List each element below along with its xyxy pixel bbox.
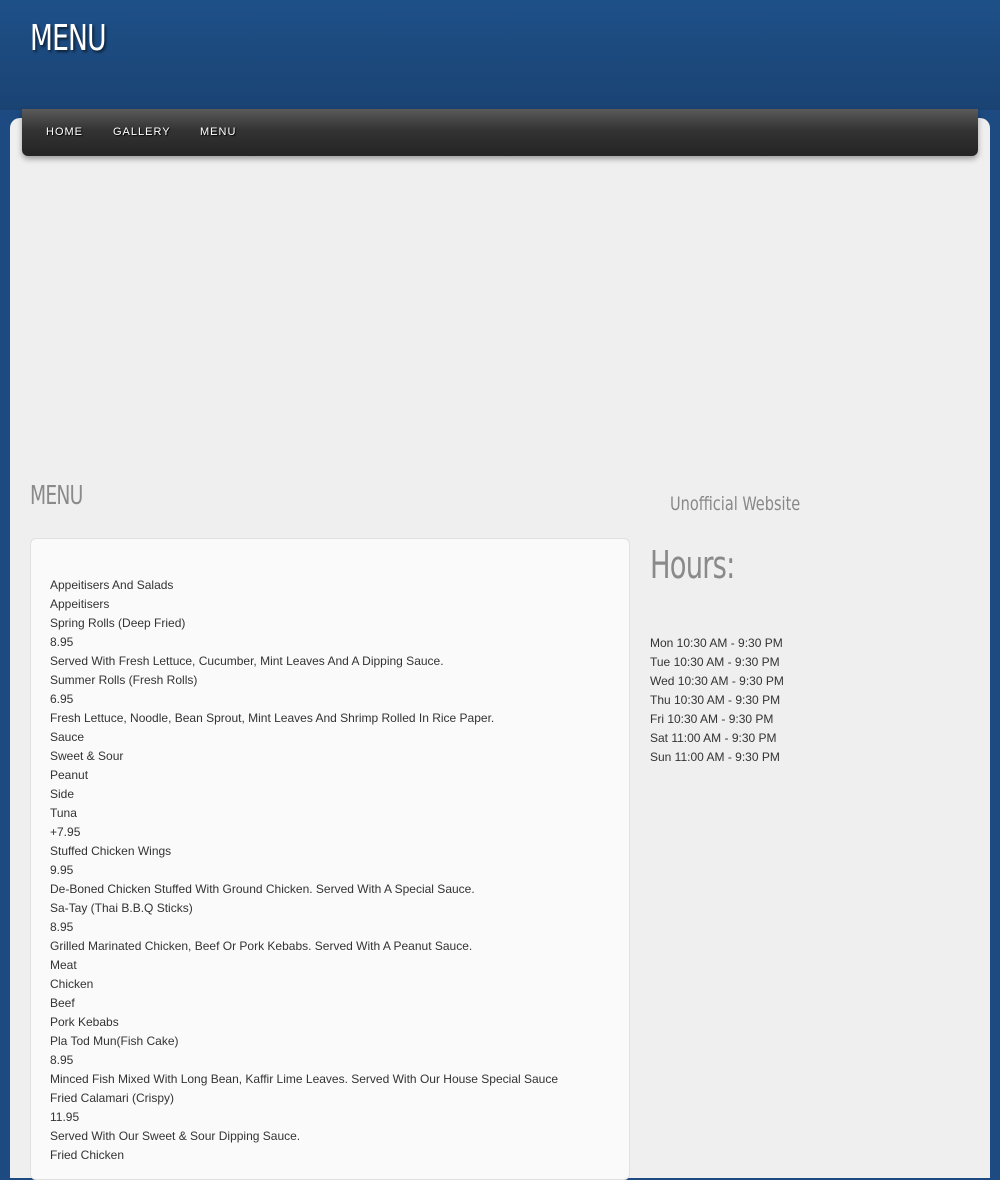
header-banner <box>0 0 1000 110</box>
content-title: MENU <box>30 481 83 511</box>
menu-line: Tuna <box>50 806 77 820</box>
menu-line: Minced Fish Mixed With Long Bean, Kaffir Lime Leaves. Served With Our House Special Sauce <box>50 1072 559 1086</box>
hours-line: Fri 10:30 AM - 9:30 PM <box>650 712 774 726</box>
menu-line: Chicken <box>50 977 94 991</box>
hours-line: Thu 10:30 AM - 9:30 PM <box>650 693 781 707</box>
menu-line: 11.95 <box>50 1110 80 1124</box>
menu-line: Peanut <box>50 768 89 782</box>
nav-gallery[interactable]: GALLERY <box>113 126 171 138</box>
hours-line: Tue 10:30 AM - 9:30 PM <box>650 655 780 669</box>
menu-line: Side <box>50 787 75 801</box>
menu-line: Grilled Marinated Chicken, Beef Or Pork Kebabs. Served With A Peanut Sauce. <box>50 939 473 953</box>
menu-list <box>50 576 558 1165</box>
menu-line: Beef <box>50 996 75 1010</box>
menu-line: Spring Rolls (Deep Fried) <box>50 616 186 630</box>
nav-menu[interactable]: MENU <box>200 126 237 138</box>
menu-line: Sa-Tay (Thai B.B.Q Sticks) <box>50 901 193 915</box>
menu-line: Meat <box>50 958 77 972</box>
hours-list <box>650 634 784 767</box>
menu-line: +7.95 <box>50 825 81 839</box>
site-title: MENU <box>30 18 106 59</box>
menu-line: 8.95 <box>50 1053 74 1067</box>
menu-line: Served With Fresh Lettuce, Cucumber, Mint Leaves And A Dipping Sauce. <box>50 654 444 668</box>
hero-area <box>20 166 980 456</box>
hours-title: Hours: <box>650 543 735 587</box>
menu-line: Appeitisers <box>50 597 110 611</box>
menu-line: Sweet & Sour <box>50 749 124 763</box>
menu-line: Stuffed Chicken Wings <box>50 844 172 858</box>
menu-line: 8.95 <box>50 920 74 934</box>
unofficial-label: Unofficial Website <box>670 493 801 515</box>
menu-line: Sauce <box>50 730 85 744</box>
menu-line: 8.95 <box>50 635 74 649</box>
menu-line: Served With Our Sweet & Sour Dipping Sauce. <box>50 1129 301 1143</box>
menu-line: 6.95 <box>50 692 74 706</box>
menu-box <box>30 538 630 1180</box>
hours-line: Sat 11:00 AM - 9:30 PM <box>650 731 777 745</box>
hours-line: Sun 11:00 AM - 9:30 PM <box>650 750 780 764</box>
menu-line: Fresh Lettuce, Noodle, Bean Sprout, Mint Leaves And Shrimp Rolled In Rice Paper. <box>50 711 495 725</box>
menu-line: Appeitisers And Salads <box>50 578 174 592</box>
menu-line: Fried Chicken <box>50 1148 125 1162</box>
menu-line: Summer Rolls (Fresh Rolls) <box>50 673 198 687</box>
menu-line: 9.95 <box>50 863 74 877</box>
menu-line: Pla Tod Mun(Fish Cake) <box>50 1034 179 1048</box>
menu-line: Fried Calamari (Crispy) <box>50 1091 175 1105</box>
menu-line: De-Boned Chicken Stuffed With Ground Chicken. Served With A Special Sauce. <box>50 882 475 896</box>
menu-line: Pork Kebabs <box>50 1015 119 1029</box>
hours-line: Wed 10:30 AM - 9:30 PM <box>650 674 784 688</box>
main-nav <box>22 109 978 156</box>
nav-home[interactable]: HOME <box>46 126 83 138</box>
hours-line: Mon 10:30 AM - 9:30 PM <box>650 636 783 650</box>
